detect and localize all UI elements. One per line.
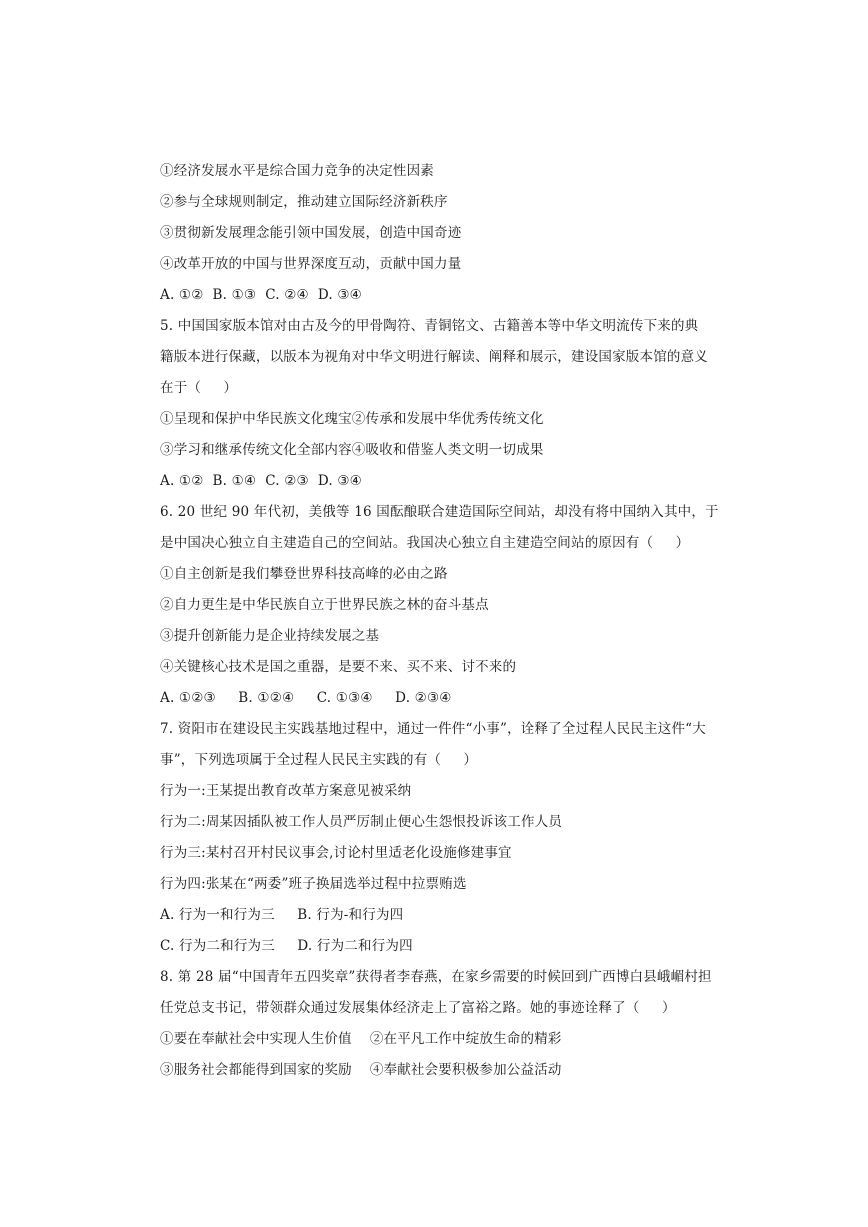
q7-action-1: 行为一:王某提出教育改革方案意见被采纳 (160, 783, 412, 799)
q8-stem-line-2: 任党总支书记，带领群众通过发展集体经济走上了富裕之路。她的事迹诠释了（ ） (160, 1000, 676, 1016)
q6-option-1: ①自主创新是我们攀登世界科技高峰的必由之路 (160, 566, 448, 582)
q5-options-line-2: ③学习和继承传统文化全部内容④吸收和借鉴人类文明一切成果 (160, 442, 544, 458)
q8-option-4: ④奉献社会要积极参加公益活动 (369, 1062, 562, 1078)
q6-option-3: ③提升创新能力是企业持续发展之基 (160, 628, 380, 644)
q7-action-4: 行为四:张某在“两委”班子换届选举过程中拉票贿选 (160, 876, 467, 892)
q5-choices: A. ①② B. ①④ C. ②③ D. ③④ (160, 473, 362, 489)
q8-stem-line-1: 8. 第 28 届“中国青年五四奖章”获得者李春燕，在家乡需要的时候回到广西博白县峨嵋村担 (160, 969, 712, 985)
q5-stem-line-2: 籍版本进行保藏，以版本为视角对中华文明进行解读、阐释和展示，建设国家版本馆的意义 (160, 349, 708, 365)
q8-option-2: ②在平凡工作中绽放生命的精彩 (369, 1031, 562, 1047)
q7-action-2: 行为二:周某因插队被工作人员严厉制止便心生怨恨投诉该工作人员 (160, 814, 563, 830)
q6-option-2: ②自力更生是中华民族自立于世界民族之林的奋斗基点 (160, 597, 489, 613)
q6-choices: A. ①②③ B. ①②④ C. ①③④ D. ②③④ (160, 690, 452, 706)
q8-option-3: ③服务社会都能得到国家的奖励 (160, 1062, 352, 1078)
q7-choices-line-1: A. 行为一和行为三 B. 行为-和行为四 (160, 907, 404, 923)
q7-stem-line-2: 事”，下列选项属于全过程人民民主实践的有（ ） (160, 752, 478, 768)
q8-options-line-2 (160, 1055, 720, 1086)
q6-stem-line-1: 6. 20 世纪 90 年代初，美俄等 16 国酝酿联合建造国际空间站，却没有将中国纳入其中，于 (160, 504, 719, 520)
q6-option-4: ④关键核心技术是国之重器，是要不来、买不来、讨不来的 (160, 659, 517, 675)
q4-option-1: ①经济发展水平是综合国力竞争的决定性因素 (160, 163, 434, 179)
q4-option-2: ②参与全球规则制定，推动建立国际经济新秩序 (160, 194, 448, 210)
q8-options-line-1 (160, 1024, 720, 1055)
q7-choices-line-2: C. 行为二和行为三 D. 行为二和行为四 (160, 938, 413, 954)
q6-stem-line-2: 是中国决心独立自主建造自己的空间站。我国决心独立自主建造空间站的原因有（ ） (160, 535, 690, 551)
q8-option-1: ①要在奉献社会中实现人生价值 (160, 1031, 352, 1047)
q5-stem-line-3: 在于（ ） (160, 380, 238, 396)
q4-option-3: ③贯彻新发展理念能引领中国发展，创造中国奇迹 (160, 225, 462, 241)
q7-stem-line-1: 7. 资阳市在建设民主实践基地过程中，通过一件件“小事”，诠释了全过程人民民主这件“大 (160, 721, 706, 737)
exam-page (160, 156, 720, 1086)
q4-choices: A. ①② B. ①③ C. ②④ D. ③④ (160, 287, 362, 303)
q4-option-4: ④改革开放的中国与世界深度互动，贡献中国力量 (160, 256, 462, 272)
q7-action-3: 行为三:某村召开村民议事会,讨论村里适老化设施修建事宜 (160, 845, 512, 861)
q5-options-line-1: ①呈现和保护中华民族文化瑰宝②传承和发展中华优秀传统文化 (160, 411, 544, 427)
q5-stem-line-1: 5. 中国国家版本馆对由古及今的甲骨陶符、青铜铭文、古籍善本等中华文明流传下来的典 (160, 318, 699, 334)
